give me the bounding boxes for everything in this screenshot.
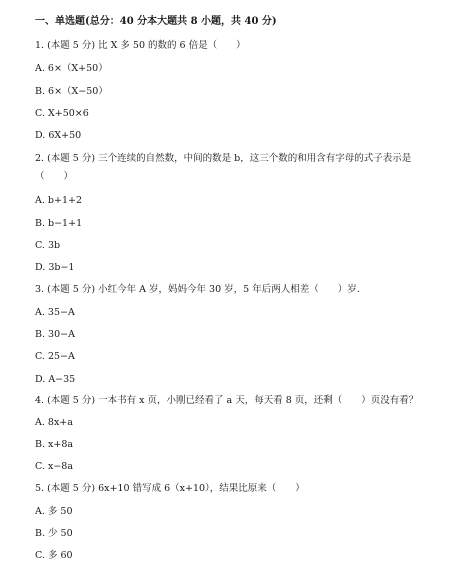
question-4-option-a[interactable]: A. 8x+a — [35, 417, 73, 428]
question-2-stem: 2. (本题 5 分) 三个连续的自然数，中间的数是 b，这三个数的和用含有字母的式子表示是 — [35, 153, 412, 164]
question-2-option-d[interactable]: D. 3b−1 — [35, 262, 75, 273]
question-2-option-b[interactable]: B. b−1+1 — [35, 218, 83, 229]
question-5-option-c[interactable]: C. 多 60 — [35, 550, 73, 561]
question-1-option-a[interactable]: A. 6×（X+50） — [35, 63, 108, 74]
question-2-option-a[interactable]: A. b+1+2 — [35, 195, 82, 206]
question-3-stem: 3. (本题 5 分) 小红今年 A 岁，妈妈今年 30 岁，5 年后两人相差（ ）岁. — [35, 284, 360, 295]
question-5-option-b[interactable]: B. 少 50 — [35, 528, 73, 539]
question-2-stem-continued: （ ） — [35, 171, 74, 182]
question-3-option-c[interactable]: C. 25−A — [35, 351, 75, 362]
question-1-option-b[interactable]: B. 6×（X−50） — [35, 86, 108, 97]
question-3-option-a[interactable]: A. 35−A — [35, 307, 75, 318]
question-2-option-c[interactable]: C. 3b — [35, 240, 61, 251]
question-4-option-b[interactable]: B. x+8a — [35, 439, 74, 450]
question-5-stem: 5. (本题 5 分) 6x+10 错写成 6（x+10），结果比原来（ ） — [35, 483, 305, 494]
question-3-option-d[interactable]: D. A−35 — [35, 374, 76, 385]
question-5-option-a[interactable]: A. 多 50 — [35, 506, 73, 517]
section-title: 一、单选题(总分：40 分本大题共 8 小题，共 40 分) — [35, 16, 277, 27]
question-3-option-b[interactable]: B. 30−A — [35, 329, 75, 340]
question-4-option-c[interactable]: C. x−8a — [35, 461, 73, 472]
question-1-stem: 1. (本题 5 分) 比 X 多 50 的数的 6 倍是（ ） — [35, 40, 246, 51]
question-1-option-c[interactable]: C. X+50×6 — [35, 108, 89, 119]
question-1-option-d[interactable]: D. 6X+50 — [35, 130, 82, 141]
question-4-stem: 4. (本题 5 分) 一本书有 x 页，小刚已经看了 a 天，每天看 8 页，还剩（ ）页没有看？ — [35, 395, 419, 406]
